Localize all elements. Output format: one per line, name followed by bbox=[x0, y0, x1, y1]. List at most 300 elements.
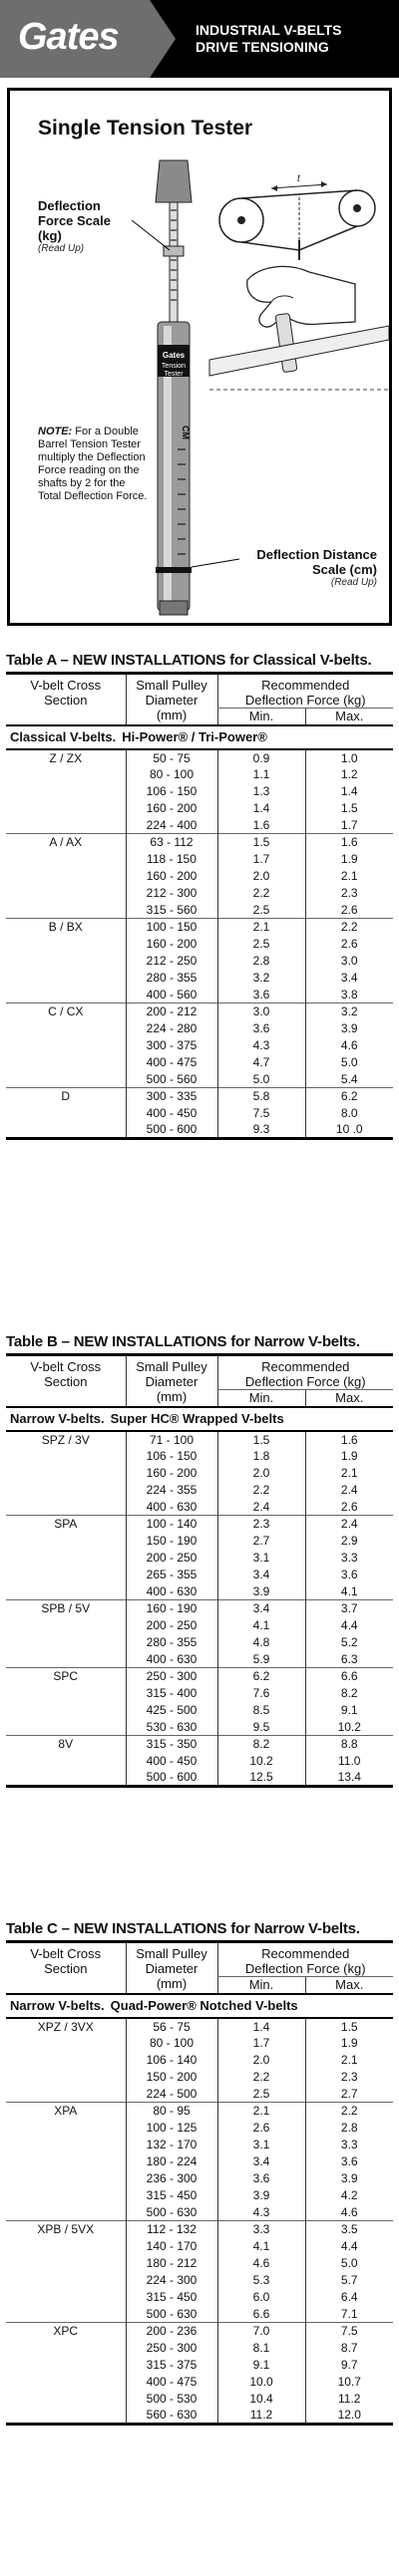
category-row bbox=[6, 1407, 393, 1431]
force-scale-label-line2: Force Scale bbox=[38, 213, 111, 228]
max-force-cell: 2.3 bbox=[305, 2069, 393, 2086]
min-force-cell: 2.0 bbox=[217, 1465, 305, 1482]
max-force-cell: 2.6 bbox=[305, 1499, 393, 1516]
table-row bbox=[6, 2018, 393, 2035]
col-header-section bbox=[6, 674, 126, 725]
pulley-diameter-cell: 400 - 630 bbox=[126, 1499, 217, 1516]
col-header-pulley-line3: (mm) bbox=[156, 1976, 188, 1991]
pulley-diameter-cell: 265 - 355 bbox=[126, 1567, 217, 1583]
col-header-recommended bbox=[217, 1355, 393, 1390]
max-force-cell: 1.5 bbox=[305, 800, 393, 817]
cross-section-cell bbox=[6, 2153, 126, 2170]
header-title bbox=[196, 22, 342, 56]
pulley-diameter-cell: 160 - 190 bbox=[126, 1600, 217, 1617]
pulley-diameter-cell: 250 - 300 bbox=[126, 2340, 217, 2357]
min-force-cell: 3.4 bbox=[217, 1567, 305, 1583]
table-row bbox=[6, 2170, 393, 2187]
min-force-cell: 1.4 bbox=[217, 800, 305, 817]
tester-brand-label: Gates bbox=[162, 351, 186, 360]
table-row bbox=[6, 1770, 393, 1787]
col-header-max: Max. bbox=[305, 1390, 393, 1407]
cross-section-cell bbox=[6, 2374, 126, 2391]
cross-section-cell bbox=[6, 1037, 126, 1054]
pulley-diameter-cell: 315 - 560 bbox=[126, 902, 217, 919]
max-force-cell: 6.4 bbox=[305, 2289, 393, 2306]
table-row bbox=[6, 2221, 393, 2238]
table-row bbox=[6, 1719, 393, 1736]
col-header-pulley-line2: Diameter bbox=[145, 1961, 199, 1976]
min-force-cell: 7.0 bbox=[217, 2323, 305, 2340]
min-force-cell: 10.0 bbox=[217, 2374, 305, 2391]
pulley-diameter-cell: 250 - 300 bbox=[126, 1668, 217, 1685]
col-header-pulley-line2: Diameter bbox=[145, 1374, 199, 1389]
col-header-min: Min. bbox=[217, 1977, 305, 1994]
cross-section-cell bbox=[6, 2391, 126, 2408]
col-header-max: Max. bbox=[305, 1977, 393, 1994]
force-scale-callout bbox=[38, 198, 111, 254]
table-row bbox=[6, 2357, 393, 2374]
cross-section-cell bbox=[6, 987, 126, 1003]
col-header-section-line2: Section bbox=[44, 693, 88, 708]
max-force-cell: 7.1 bbox=[305, 2306, 393, 2323]
min-force-cell: 5.9 bbox=[217, 1651, 305, 1668]
min-force-cell: 6.6 bbox=[217, 2306, 305, 2323]
max-force-cell: 7.5 bbox=[305, 2323, 393, 2340]
max-force-cell: 5.7 bbox=[305, 2272, 393, 2289]
note-text: For a Double Barrel Tension Tester multiply the Deflection Force reading on the shafts by 2 for the Total Deflection Force. bbox=[38, 426, 148, 502]
max-force-cell: 1.5 bbox=[305, 2018, 393, 2035]
pulley-diameter-cell: 150 - 200 bbox=[126, 2069, 217, 2086]
table-row bbox=[6, 1071, 393, 1088]
cross-section-cell: Z / ZX bbox=[49, 750, 83, 765]
cross-section-cell bbox=[6, 851, 126, 868]
cross-section-cell: SPA bbox=[6, 1516, 126, 1533]
table-row bbox=[6, 1600, 393, 1617]
min-force-cell: 4.8 bbox=[217, 1634, 305, 1651]
min-force-cell: 1.4 bbox=[217, 2018, 305, 2035]
table-row bbox=[6, 2323, 393, 2340]
force-scale-label-line1: Deflection bbox=[38, 198, 101, 213]
table-row bbox=[6, 1088, 393, 1105]
logo-chevron bbox=[150, 0, 176, 78]
span-length-label: t bbox=[297, 173, 300, 184]
cross-section-cell: C / CX bbox=[6, 1003, 126, 1020]
max-force-cell: 2.1 bbox=[305, 868, 393, 885]
cm-scale-label: CM bbox=[181, 426, 191, 439]
min-force-cell: 2.0 bbox=[217, 868, 305, 885]
max-force-cell: 11.0 bbox=[305, 1753, 393, 1770]
pulley-diameter-cell: 106 - 140 bbox=[126, 2052, 217, 2069]
table-row bbox=[6, 1482, 393, 1499]
cross-section-cell bbox=[6, 2306, 126, 2323]
min-force-cell: 1.5 bbox=[217, 1431, 305, 1448]
double-barrel-note bbox=[38, 426, 148, 503]
force-scale-callout-line bbox=[132, 220, 170, 250]
table-row bbox=[6, 817, 393, 834]
pulley-diameter-cell: 280 - 355 bbox=[126, 1634, 217, 1651]
table-row bbox=[6, 1054, 393, 1071]
pulley-diameter-cell: 224 - 500 bbox=[126, 2086, 217, 2103]
min-force-cell: 3.6 bbox=[217, 987, 305, 1003]
cross-section-cell bbox=[6, 766, 126, 783]
max-force-cell: 8.8 bbox=[305, 1736, 393, 1753]
pulley-diameter-cell: 400 - 450 bbox=[126, 1105, 217, 1122]
table-row bbox=[6, 2255, 393, 2272]
max-force-cell: 1.9 bbox=[305, 1448, 393, 1465]
max-force-cell: 4.2 bbox=[305, 2187, 393, 2204]
min-force-cell: 3.6 bbox=[217, 1020, 305, 1037]
table-row bbox=[6, 1465, 393, 1482]
table-row bbox=[6, 834, 393, 851]
max-force-cell: 1.6 bbox=[305, 834, 393, 851]
category-name: Hi-Power® / Tri-Power® bbox=[122, 729, 267, 744]
max-force-cell: 3.8 bbox=[305, 987, 393, 1003]
table-row bbox=[6, 800, 393, 817]
min-force-cell: 3.1 bbox=[217, 2137, 305, 2153]
header-title-line1: INDUSTRIAL V-BELTS bbox=[196, 22, 342, 38]
pulley-diameter-cell: 500 - 600 bbox=[126, 1770, 217, 1787]
cross-section-cell bbox=[6, 2187, 126, 2204]
min-force-cell: 4.3 bbox=[217, 1037, 305, 1054]
max-force-cell: 4.4 bbox=[305, 2238, 393, 2255]
table-row bbox=[6, 2120, 393, 2137]
max-force-cell: 3.7 bbox=[305, 1600, 393, 1617]
col-header-pulley-line1: Small Pulley bbox=[136, 678, 207, 693]
table-row bbox=[6, 783, 393, 800]
pulley-diameter-cell: 80 - 100 bbox=[126, 2035, 217, 2052]
col-header-section-line2: Section bbox=[44, 1374, 88, 1389]
max-force-cell: 3.5 bbox=[305, 2221, 393, 2238]
max-force-cell: 9.1 bbox=[305, 1702, 393, 1719]
pulley-diameter-cell: 500 - 530 bbox=[126, 2391, 217, 2408]
pulley-diameter-cell: 315 - 400 bbox=[126, 1685, 217, 1702]
min-force-cell: 10.2 bbox=[217, 1753, 305, 1770]
min-force-cell: 4.3 bbox=[217, 2204, 305, 2221]
cross-section-cell: XPB / 5VX bbox=[6, 2221, 126, 2238]
cross-section-cell bbox=[6, 817, 126, 834]
cross-section-cell bbox=[6, 1634, 126, 1651]
max-force-cell: 5.0 bbox=[305, 2255, 393, 2272]
cross-section-cell bbox=[6, 2052, 126, 2069]
max-force-cell: 6.2 bbox=[305, 1088, 393, 1105]
max-force-cell: 8.7 bbox=[305, 2340, 393, 2357]
max-force-cell: 5.0 bbox=[305, 1054, 393, 1071]
table-title: Table B – NEW INSTALLATIONS for Narrow V-belts. bbox=[6, 1333, 360, 1350]
cross-section-cell bbox=[6, 1550, 126, 1567]
max-force-cell: 1.9 bbox=[305, 2035, 393, 2052]
cross-section-cell: XPZ / 3VX bbox=[37, 2019, 94, 2034]
max-force-cell: 3.0 bbox=[305, 953, 393, 970]
col-header-min: Min. bbox=[217, 709, 305, 725]
table-row bbox=[6, 2069, 393, 2086]
table-row bbox=[6, 1668, 393, 1685]
pulley-diameter-cell: 200 - 250 bbox=[126, 1550, 217, 1567]
distance-scale-label-line1: Deflection Distance bbox=[256, 547, 377, 562]
gates-logo bbox=[0, 0, 150, 78]
pulley-diameter-cell: 560 - 630 bbox=[126, 2408, 217, 2425]
col-header-recommended-line2: Deflection Force (kg) bbox=[244, 693, 366, 708]
cross-section-cell bbox=[6, 1753, 126, 1770]
table-row bbox=[6, 2086, 393, 2103]
cross-section-cell bbox=[6, 2340, 126, 2357]
min-force-cell: 2.2 bbox=[217, 2069, 305, 2086]
cross-section-cell bbox=[6, 2035, 126, 2052]
max-force-cell: 10.2 bbox=[305, 1719, 393, 1736]
col-header-section-line2: Section bbox=[44, 1961, 88, 1976]
table-row bbox=[6, 2137, 393, 2153]
pulley-diameter-cell: 212 - 300 bbox=[126, 885, 217, 902]
table-row bbox=[6, 2306, 393, 2323]
max-force-cell: 8.2 bbox=[305, 1685, 393, 1702]
note-label: NOTE: bbox=[38, 426, 73, 437]
cross-section-cell: SPB / 5V bbox=[6, 1600, 126, 1617]
cross-section-cell bbox=[6, 2238, 126, 2255]
cross-section-cell: D bbox=[6, 1088, 126, 1105]
pulley-diameter-cell: 400 - 560 bbox=[126, 987, 217, 1003]
table-row bbox=[6, 749, 393, 766]
pulley-diameter-cell: 400 - 630 bbox=[126, 1651, 217, 1668]
table-row bbox=[6, 2374, 393, 2391]
table-row bbox=[6, 1431, 393, 1448]
max-force-cell: 2.1 bbox=[305, 2052, 393, 2069]
pulley-diameter-cell: 180 - 212 bbox=[126, 2255, 217, 2272]
cross-section-cell bbox=[6, 953, 126, 970]
category-cell bbox=[6, 1407, 393, 1431]
force-scale-label-line3: (kg) bbox=[38, 228, 62, 243]
pulley-diameter-cell: 400 - 450 bbox=[126, 1753, 217, 1770]
pulley-diameter-cell: 300 - 375 bbox=[126, 1037, 217, 1054]
cross-section-cell bbox=[6, 868, 126, 885]
cross-section-cell bbox=[6, 902, 126, 919]
cross-section-cell bbox=[6, 1465, 126, 1482]
category-cell bbox=[6, 1994, 393, 2018]
max-force-cell: 10 .0 bbox=[305, 1122, 393, 1139]
min-force-cell: 5.8 bbox=[217, 1088, 305, 1105]
pulley-diameter-cell: 71 - 100 bbox=[126, 1431, 217, 1448]
table-row bbox=[6, 1634, 393, 1651]
max-force-cell: 2.4 bbox=[305, 1482, 393, 1499]
col-header-section-line1: V-belt Cross bbox=[30, 1946, 102, 1961]
min-force-cell: 2.0 bbox=[217, 2052, 305, 2069]
min-force-cell: 2.7 bbox=[217, 1533, 305, 1550]
cross-section-cell bbox=[6, 2069, 126, 2086]
max-force-cell: 11.2 bbox=[305, 2391, 393, 2408]
distance-scale-read-note: (Read Up) bbox=[330, 577, 377, 588]
col-header-pulley bbox=[126, 1355, 217, 1407]
min-force-cell: 5.3 bbox=[217, 2272, 305, 2289]
table-row bbox=[6, 936, 393, 953]
table-row bbox=[6, 1122, 393, 1139]
pulley-diameter-cell: 160 - 200 bbox=[126, 800, 217, 817]
category-prefix: Narrow V-belts. bbox=[10, 1411, 105, 1426]
table-row bbox=[6, 2238, 393, 2255]
col-header-pulley-line1: Small Pulley bbox=[136, 1946, 207, 1961]
gates-logo-text: Gates bbox=[18, 16, 119, 58]
cross-section-cell bbox=[6, 1020, 126, 1037]
cross-section-cell bbox=[6, 1482, 126, 1499]
pulley-diameter-cell: 315 - 450 bbox=[126, 2289, 217, 2306]
col-header-recommended bbox=[217, 1942, 393, 1977]
min-force-cell: 3.9 bbox=[217, 1583, 305, 1600]
cross-section-cell bbox=[6, 1685, 126, 1702]
cross-section-cell bbox=[6, 783, 126, 800]
min-force-cell: 2.5 bbox=[217, 902, 305, 919]
min-force-cell: 1.6 bbox=[217, 817, 305, 834]
max-force-cell: 4.6 bbox=[305, 2204, 393, 2221]
min-force-cell: 3.4 bbox=[217, 1600, 305, 1617]
pulley-diameter-cell: 500 - 600 bbox=[126, 1122, 217, 1139]
cross-section-cell bbox=[6, 1054, 126, 1071]
force-scale-read-note: (Read Up) bbox=[38, 243, 85, 254]
min-force-cell: 3.9 bbox=[217, 2187, 305, 2204]
table-row bbox=[6, 987, 393, 1003]
max-force-cell: 1.6 bbox=[305, 1431, 393, 1448]
max-force-cell: 3.6 bbox=[305, 1567, 393, 1583]
max-force-cell: 5.2 bbox=[305, 1634, 393, 1651]
pulley-diameter-cell: 400 - 475 bbox=[126, 1054, 217, 1071]
pulley-diameter-cell: 112 - 132 bbox=[126, 2221, 217, 2238]
table-row bbox=[6, 2103, 393, 2120]
max-force-cell: 2.6 bbox=[305, 936, 393, 953]
hand-illustration bbox=[209, 266, 389, 390]
max-force-cell: 2.4 bbox=[305, 1516, 393, 1533]
max-force-cell: 6.6 bbox=[305, 1668, 393, 1685]
max-force-cell: 2.8 bbox=[305, 2120, 393, 2137]
col-header-section bbox=[6, 1942, 126, 1994]
pulley-diameter-cell: 160 - 200 bbox=[126, 868, 217, 885]
table-row bbox=[6, 1702, 393, 1719]
min-force-cell: 2.1 bbox=[217, 2103, 305, 2120]
table-row bbox=[6, 1736, 393, 1753]
col-header-recommended-line2: Deflection Force (kg) bbox=[244, 1961, 366, 1976]
table-row bbox=[6, 1516, 393, 1533]
min-force-cell: 6.0 bbox=[217, 2289, 305, 2306]
distance-scale-label-line2: Scale (cm) bbox=[311, 562, 377, 577]
table-title: Table A – NEW INSTALLATIONS for Classical V-belts. bbox=[6, 652, 372, 669]
category-row bbox=[6, 1994, 393, 2018]
max-force-cell: 4.4 bbox=[305, 1617, 393, 1634]
min-force-cell: 7.6 bbox=[217, 1685, 305, 1702]
table-row bbox=[6, 970, 393, 987]
pulley-diameter-cell: 315 - 375 bbox=[126, 2357, 217, 2374]
distance-scale-callout bbox=[256, 547, 377, 588]
max-force-cell: 1.4 bbox=[305, 783, 393, 800]
cross-section-cell bbox=[6, 2204, 126, 2221]
col-header-recommended-line1: Recommended bbox=[261, 678, 350, 693]
cross-section-cell bbox=[6, 885, 126, 902]
cross-section-cell bbox=[6, 936, 126, 953]
min-force-cell: 7.5 bbox=[217, 1105, 305, 1122]
min-force-cell: 3.4 bbox=[217, 2153, 305, 2170]
pulley-diameter-cell: 400 - 630 bbox=[126, 1583, 217, 1600]
min-force-cell: 8.5 bbox=[217, 1702, 305, 1719]
table-row bbox=[6, 2391, 393, 2408]
max-force-cell: 13.4 bbox=[305, 1770, 393, 1787]
max-force-cell: 1.0 bbox=[305, 749, 393, 766]
category-name: Super HC® Wrapped V-belts bbox=[110, 1411, 284, 1426]
cross-section-cell bbox=[6, 1583, 126, 1600]
min-force-cell: 2.4 bbox=[217, 1499, 305, 1516]
col-header-min: Min. bbox=[217, 1390, 305, 1407]
pulley-diameter-cell: 100 - 125 bbox=[126, 2120, 217, 2137]
max-force-cell: 1.7 bbox=[305, 817, 393, 834]
table-row bbox=[6, 2052, 393, 2069]
max-force-cell: 3.9 bbox=[305, 2170, 393, 2187]
cross-section-cell bbox=[6, 2289, 126, 2306]
belt-tension-table bbox=[6, 672, 393, 1140]
table-row bbox=[6, 1003, 393, 1020]
cross-section-cell: B / BX bbox=[6, 919, 126, 936]
max-force-cell: 9.7 bbox=[305, 2357, 393, 2374]
min-force-cell: 1.5 bbox=[217, 834, 305, 851]
min-force-cell: 1.7 bbox=[217, 851, 305, 868]
pulley-diameter-cell: 100 - 140 bbox=[126, 1516, 217, 1533]
max-force-cell: 10.7 bbox=[305, 2374, 393, 2391]
table-row bbox=[6, 766, 393, 783]
max-force-cell: 2.6 bbox=[305, 902, 393, 919]
table-row bbox=[6, 953, 393, 970]
pulley-diameter-cell: 300 - 335 bbox=[126, 1088, 217, 1105]
pulley-diameter-cell: 80 - 95 bbox=[126, 2103, 217, 2120]
min-force-cell: 9.1 bbox=[217, 2357, 305, 2374]
min-force-cell: 1.7 bbox=[217, 2035, 305, 2052]
cross-section-cell: SPC bbox=[6, 1668, 126, 1685]
min-force-cell: 3.1 bbox=[217, 1550, 305, 1567]
min-force-cell: 2.5 bbox=[217, 2086, 305, 2103]
belt-tension-table bbox=[6, 1353, 393, 1788]
header-row bbox=[6, 1355, 393, 1390]
min-force-cell: 4.6 bbox=[217, 2255, 305, 2272]
max-force-cell: 2.3 bbox=[305, 885, 393, 902]
table-row bbox=[6, 1583, 393, 1600]
pulley-diameter-cell: 500 - 560 bbox=[126, 1071, 217, 1088]
table-row bbox=[6, 1448, 393, 1465]
cross-section-cell bbox=[6, 1617, 126, 1634]
col-header-recommended-line2: Deflection Force (kg) bbox=[244, 1374, 366, 1389]
cross-section-cell: SPZ / 3V bbox=[41, 1432, 90, 1447]
pulley-diameter-cell: 500 - 630 bbox=[126, 2204, 217, 2221]
table-row bbox=[6, 1499, 393, 1516]
page-header bbox=[0, 0, 399, 78]
table-row bbox=[6, 1685, 393, 1702]
table-row bbox=[6, 1567, 393, 1583]
max-force-cell: 3.3 bbox=[305, 2137, 393, 2153]
max-force-cell: 5.4 bbox=[305, 1071, 393, 1088]
category-name: Quad-Power® Notched V-belts bbox=[110, 1998, 298, 2013]
max-force-cell: 3.6 bbox=[305, 2153, 393, 2170]
table-a bbox=[6, 650, 393, 1140]
tester-title: Single Tension Tester bbox=[38, 117, 253, 140]
col-header-pulley bbox=[126, 674, 217, 725]
table-row bbox=[6, 2187, 393, 2204]
max-force-cell: 3.9 bbox=[305, 1020, 393, 1037]
pulley-diameter-cell: 100 - 150 bbox=[126, 919, 217, 936]
col-header-pulley bbox=[126, 1942, 217, 1994]
table-row bbox=[6, 2408, 393, 2425]
tester-tool-label2: Tester bbox=[164, 371, 184, 378]
cross-section-cell bbox=[6, 1122, 126, 1139]
min-force-cell: 8.1 bbox=[217, 2340, 305, 2357]
min-force-cell: 5.0 bbox=[217, 1071, 305, 1088]
min-force-cell: 2.5 bbox=[217, 936, 305, 953]
min-force-cell: 2.2 bbox=[217, 1482, 305, 1499]
cross-section-cell: XPC bbox=[6, 2323, 126, 2340]
min-force-cell: 2.6 bbox=[217, 2120, 305, 2137]
max-force-cell: 6.3 bbox=[305, 1651, 393, 1668]
col-header-pulley-line1: Small Pulley bbox=[136, 1359, 207, 1374]
max-force-cell: 4.6 bbox=[305, 1037, 393, 1054]
table-row bbox=[6, 1020, 393, 1037]
